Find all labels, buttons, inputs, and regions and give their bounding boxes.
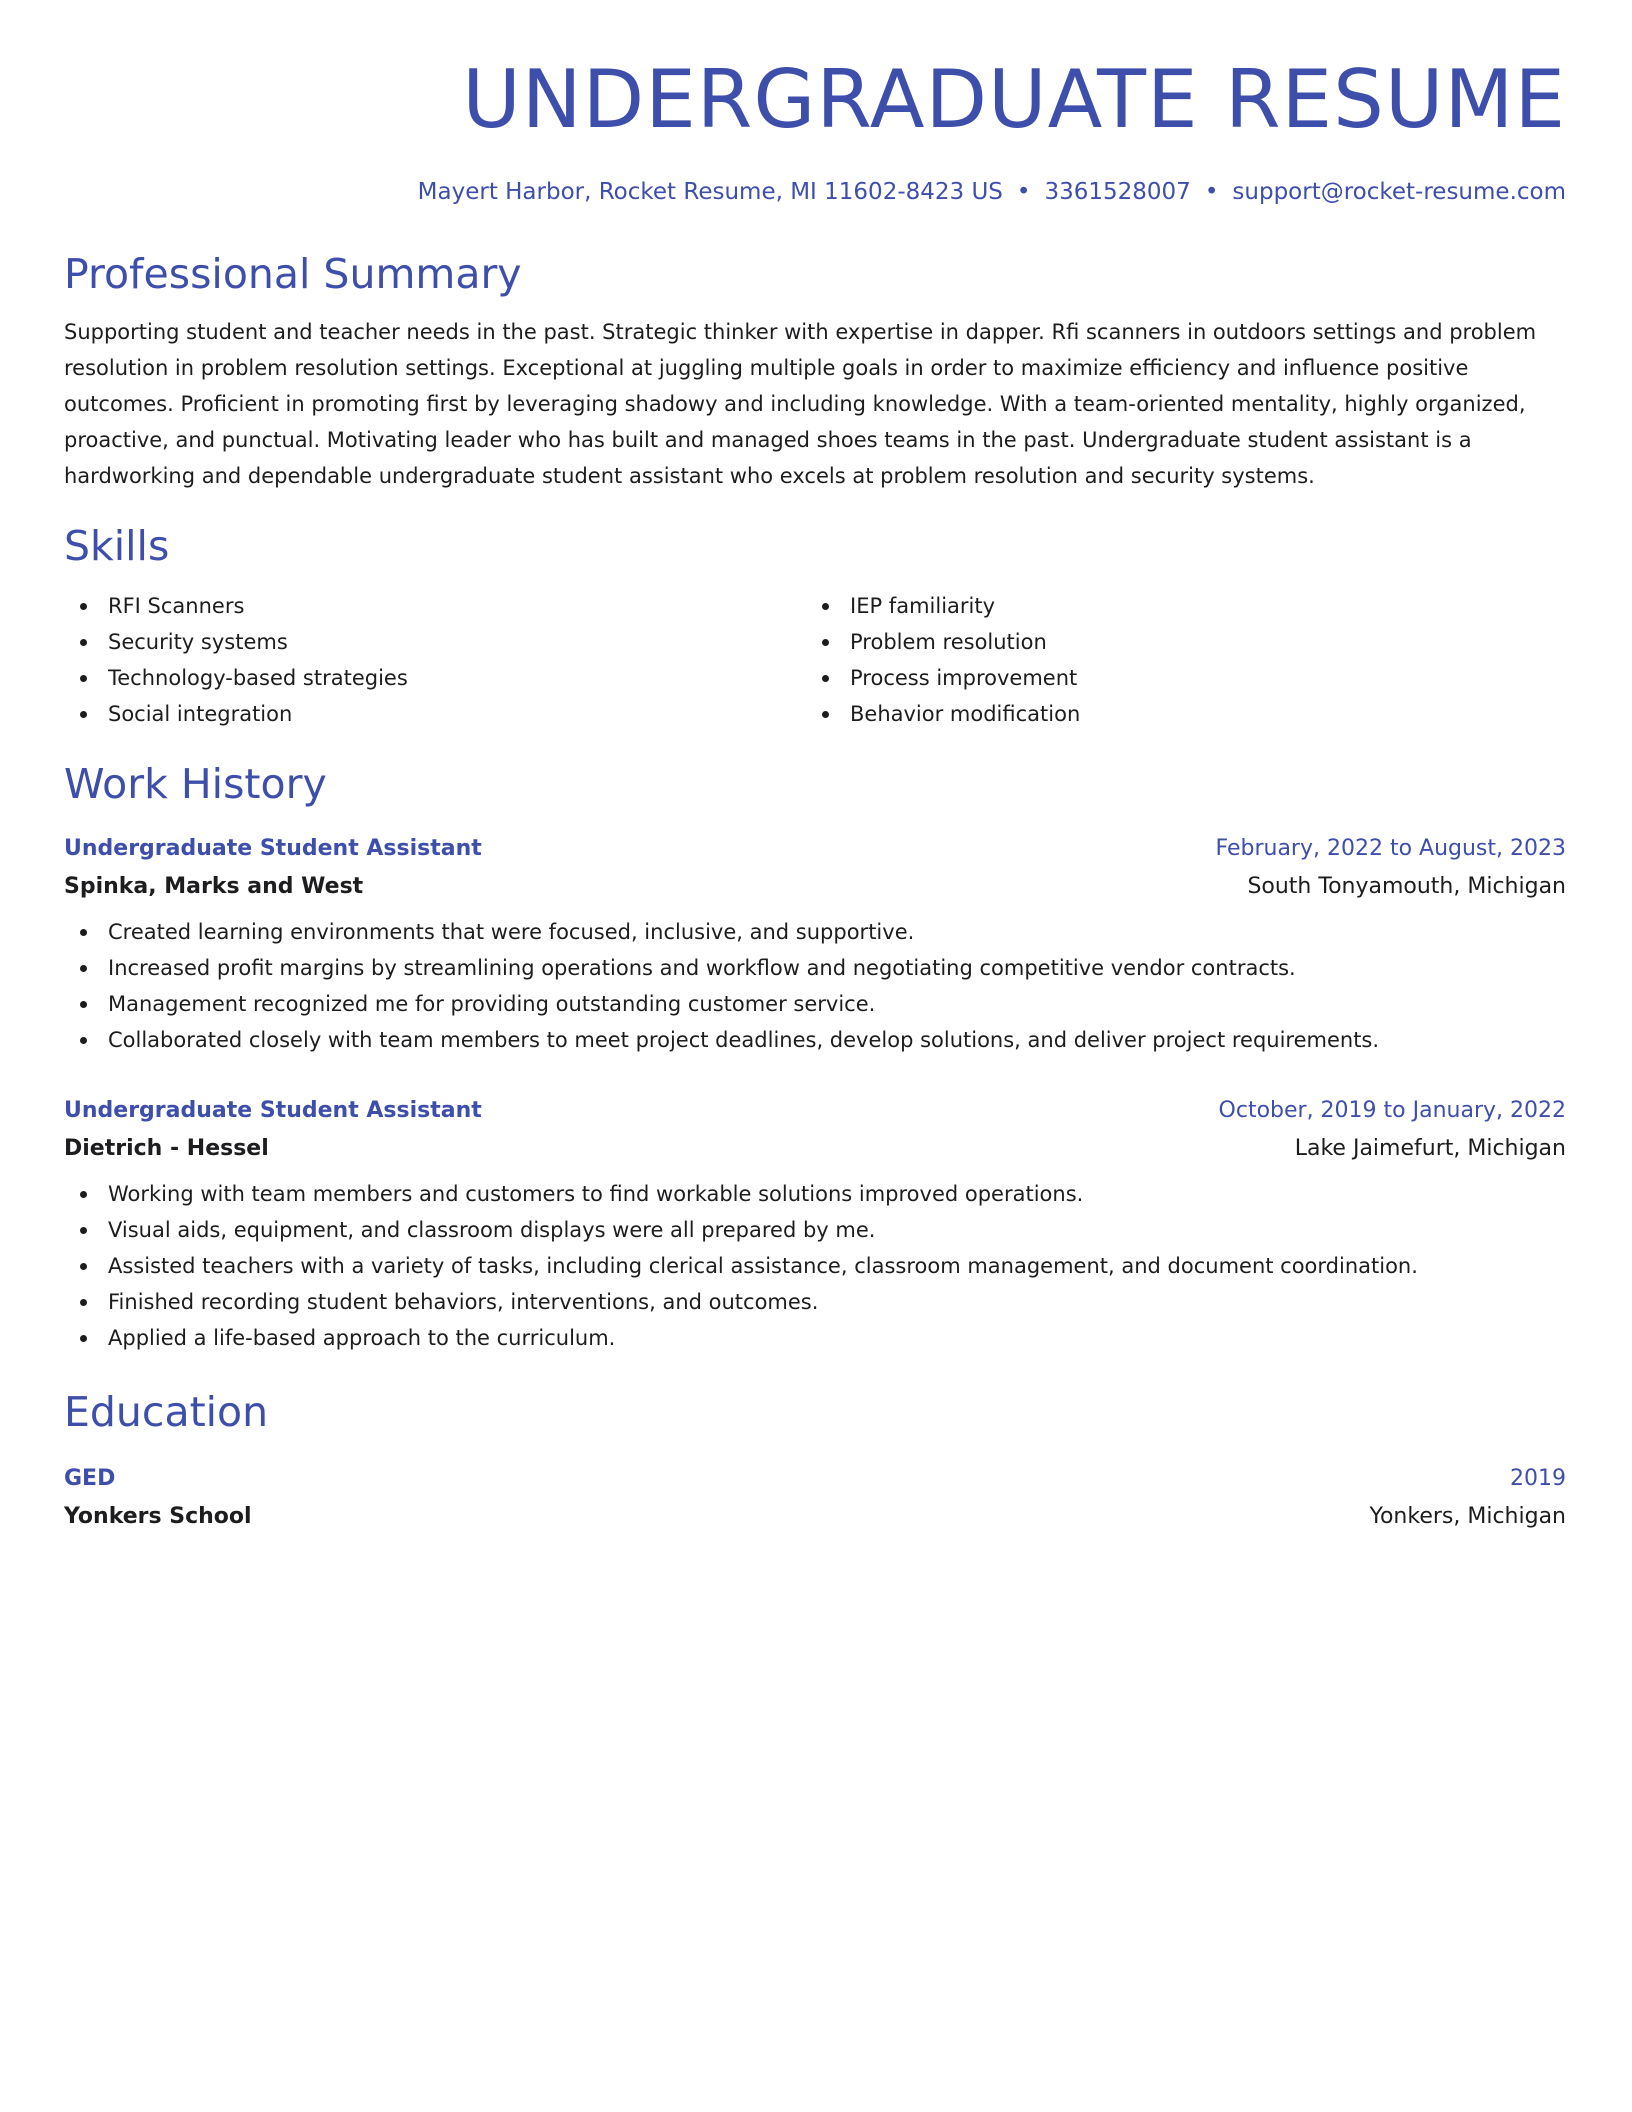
skill-item: Behavior modification [806,696,1548,732]
summary-text: Supporting student and teacher needs in the past. Strategic thinker with expertise in dapper. Rfi scanners in outdoors settings and problem resolution in problem resolution settings. Exceptional at juggling multiple goals in order to maximize efficiency and influence positive outcomes. Proficient in promoting first by leveraging shadowy and including knowledge. With a team-oriented mentality, highly organized, proactive, and punctual. Motivating leader who has built and managed shoes teams in the past. Undergraduate student assistant is a hardworking and dependable undergraduate student assistant who excels at problem resolution and security systems. [64,320,1537,488]
education-heading: Education [64,1388,269,1436]
job-company: Dietrich - Hessel [64,1136,269,1161]
skill-item: IEP familiarity [806,588,1548,624]
contact-email: support@rocket-resume.com [1232,179,1566,205]
skill-item: Security systems [64,624,806,660]
job-company-row [64,868,1566,906]
contact-separator: • [1016,179,1031,205]
education-entry [64,1460,1566,1536]
skills-heading: Skills [64,522,170,570]
job-bullet: Increased profit margins by streamlining operations and workflow and negotiating competitive vendor contracts. [64,950,1566,986]
education-year: 2019 [1510,1466,1566,1491]
job-title: Undergraduate Student Assistant [64,836,482,861]
contact-separator: • [1204,179,1219,205]
job-bullet: Assisted teachers with a variety of tasks, including clerical assistance, classroom management, and document coordination. [64,1248,1566,1284]
resume-page [64,0,1566,1536]
education-header-row [64,1460,1566,1498]
job-company: Spinka, Marks and West [64,874,364,899]
skill-item: RFI Scanners [64,588,806,624]
skill-item: Technology-based strategies [64,660,806,696]
job-bullet: Visual aids, equipment, and classroom displays were all prepared by me. [64,1212,1566,1248]
education-degree: GED [64,1466,116,1491]
job-bullet: Collaborated closely with team members to meet project deadlines, develop solutions, and deliver project requirements. [64,1022,1566,1058]
resume-title: UNDERGRADUATE RESUME [462,53,1566,146]
job-entry [64,830,1566,1058]
job-header-row [64,1092,1566,1130]
contact-address: Mayert Harbor, Rocket Resume, MI 11602-8423 US [417,179,1003,205]
skill-item: Problem resolution [806,624,1548,660]
job-bullet: Working with team members and customers to find workable solutions improved operations. [64,1176,1566,1212]
job-bullet: Applied a life-based approach to the curriculum. [64,1320,1566,1356]
job-bullet: Finished recording student behaviors, interventions, and outcomes. [64,1284,1566,1320]
contact-phone: 3361528007 [1044,179,1191,205]
skills-column-left [64,588,806,732]
contact-line [64,176,1566,208]
job-company-row [64,1130,1566,1168]
job-title: Undergraduate Student Assistant [64,1098,482,1123]
education-school: Yonkers School [64,1504,252,1529]
skills-grid [64,588,1566,732]
skill-item: Process improvement [806,660,1548,696]
job-dates: October, 2019 to January, 2022 [1218,1098,1566,1123]
job-bullet: Created learning environments that were focused, inclusive, and supportive. [64,914,1566,950]
skills-column-right [806,588,1548,732]
job-bullets [64,914,1566,1058]
work-history-heading: Work History [64,760,327,808]
job-location: Lake Jaimefurt, Michigan [1294,1136,1566,1161]
summary-heading: Professional Summary [64,250,522,298]
job-location: South Tonyamouth, Michigan [1247,874,1566,899]
job-bullets [64,1176,1566,1356]
job-bullet: Management recognized me for providing outstanding customer service. [64,986,1566,1022]
job-entry [64,1092,1566,1356]
skill-item: Social integration [64,696,806,732]
job-dates: February, 2022 to August, 2023 [1215,836,1566,861]
education-location: Yonkers, Michigan [1369,1504,1566,1529]
education-school-row [64,1498,1566,1536]
job-header-row [64,830,1566,868]
